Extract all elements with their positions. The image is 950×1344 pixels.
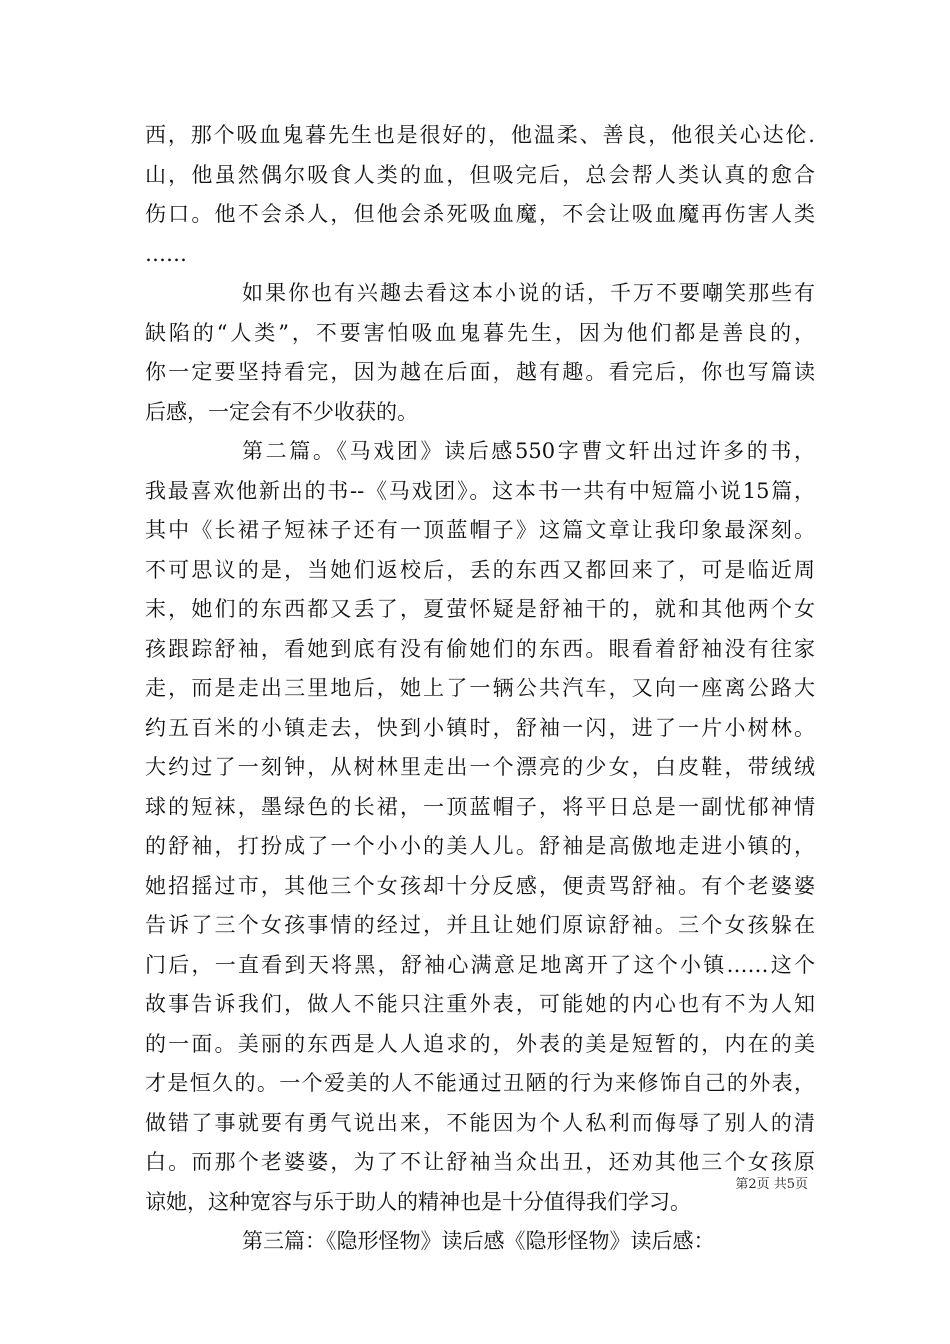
text-line: 不可思议的是，当她们返校后，丢的东西又都回来了，可是临近周	[145, 557, 815, 582]
text-line: 西，那个吸血鬼暮先生也是很好的，他温柔、善良，他很关心达伦.	[145, 123, 815, 147]
body-text	[145, 116, 815, 1262]
text-line: 的一面。美丽的东西是人人追求的，外表的美是短暂的，内在的美	[145, 1031, 815, 1056]
text-line: 伤口。他不会杀人，但他会杀死吸血魔，不会让吸血魔再伤害人类	[145, 202, 815, 226]
paragraph-start-line: 第二篇。《马戏团》读后感550字曹文轩出过许多的书，	[242, 439, 815, 463]
text-line: 告诉了三个女孩事情的经过，并且让她们原谅舒袖。三个女孩躲在	[145, 913, 815, 937]
section-heading-line: 第三篇：《隐形怪物》读后感《隐形怪物》读后感：	[242, 1229, 715, 1253]
text-line: 谅她，这种宽容与乐于助人的精神也是十分值得我们学习。	[145, 1189, 691, 1214]
text-line: 走，而是走出三里地后，她上了一辆公共汽车，又向一座离公路大	[145, 676, 815, 700]
text-line: 后感，一定会有不少收获的。	[145, 399, 418, 424]
text-line: 末，她们的东西都又丢了，夏萤怀疑是舒袖干的，就和其他两个女	[145, 597, 815, 621]
text-line: ……	[145, 241, 187, 266]
text-line: 故事告诉我们，做人不能只注重外表，可能她的内心也有不为人知	[145, 992, 815, 1016]
text-line: 大约过了一刻钟，从树林里走出一个漂亮的少女，白皮鞋，带绒绒	[145, 755, 815, 779]
page-number: 第2页 共5页	[735, 1177, 808, 1192]
text-line: 球的短袜，墨绿色的长裙，一顶蓝帽子，将平日总是一副忧郁神情	[145, 794, 815, 819]
text-line: 缺陷的“人类”，不要害怕吸血鬼暮先生，因为他们都是善良的，	[145, 320, 815, 345]
text-line: 她招摇过市，其他三个女孩却十分反感，便责骂舒袖。有个老婆婆	[145, 873, 815, 898]
text-line: 门后，一直看到天将黑，舒袖心满意足地离开了这个小镇……这个	[145, 952, 815, 977]
text-line: 的舒袖，打扮成了一个小小的美人儿。舒袖是高傲地走进小镇的，	[145, 834, 815, 858]
paragraph-start-line: 如果你也有兴趣去看这本小说的话，千万不要嘲笑那些有	[242, 281, 815, 305]
text-line: 白。而那个老婆婆，为了不让舒袖当众出丑，还劝其他三个女孩原	[145, 1150, 815, 1174]
text-line: 我最喜欢他新出的书--《马戏团》。这本书一共有中短篇小说15篇，	[145, 478, 815, 503]
text-line: 你一定要坚持看完，因为越在后面，越有趣。看完后，你也写篇读	[145, 360, 815, 384]
text-line: 山，他虽然偶尔吸食人类的血，但吸完后，总会帮人类认真的愈合	[145, 162, 815, 187]
text-line: 才是恒久的。一个爱美的人不能通过丑陋的行为来修饰自己的外表，	[145, 1071, 815, 1095]
text-line: 孩跟踪舒袖，看她到底有没有偷她们的东西。眼看着舒袖没有往家	[145, 636, 815, 661]
text-line: 约五百米的小镇走去，快到小镇时，舒袖一闪，进了一片小树林。	[145, 715, 815, 740]
text-line: 做错了事就要有勇气说出来，不能因为个人私利而侮辱了别人的清	[145, 1110, 815, 1135]
text-line: 其中《长裙子短袜子还有一顶蓝帽子》这篇文章让我印象最深刻。	[145, 518, 815, 542]
